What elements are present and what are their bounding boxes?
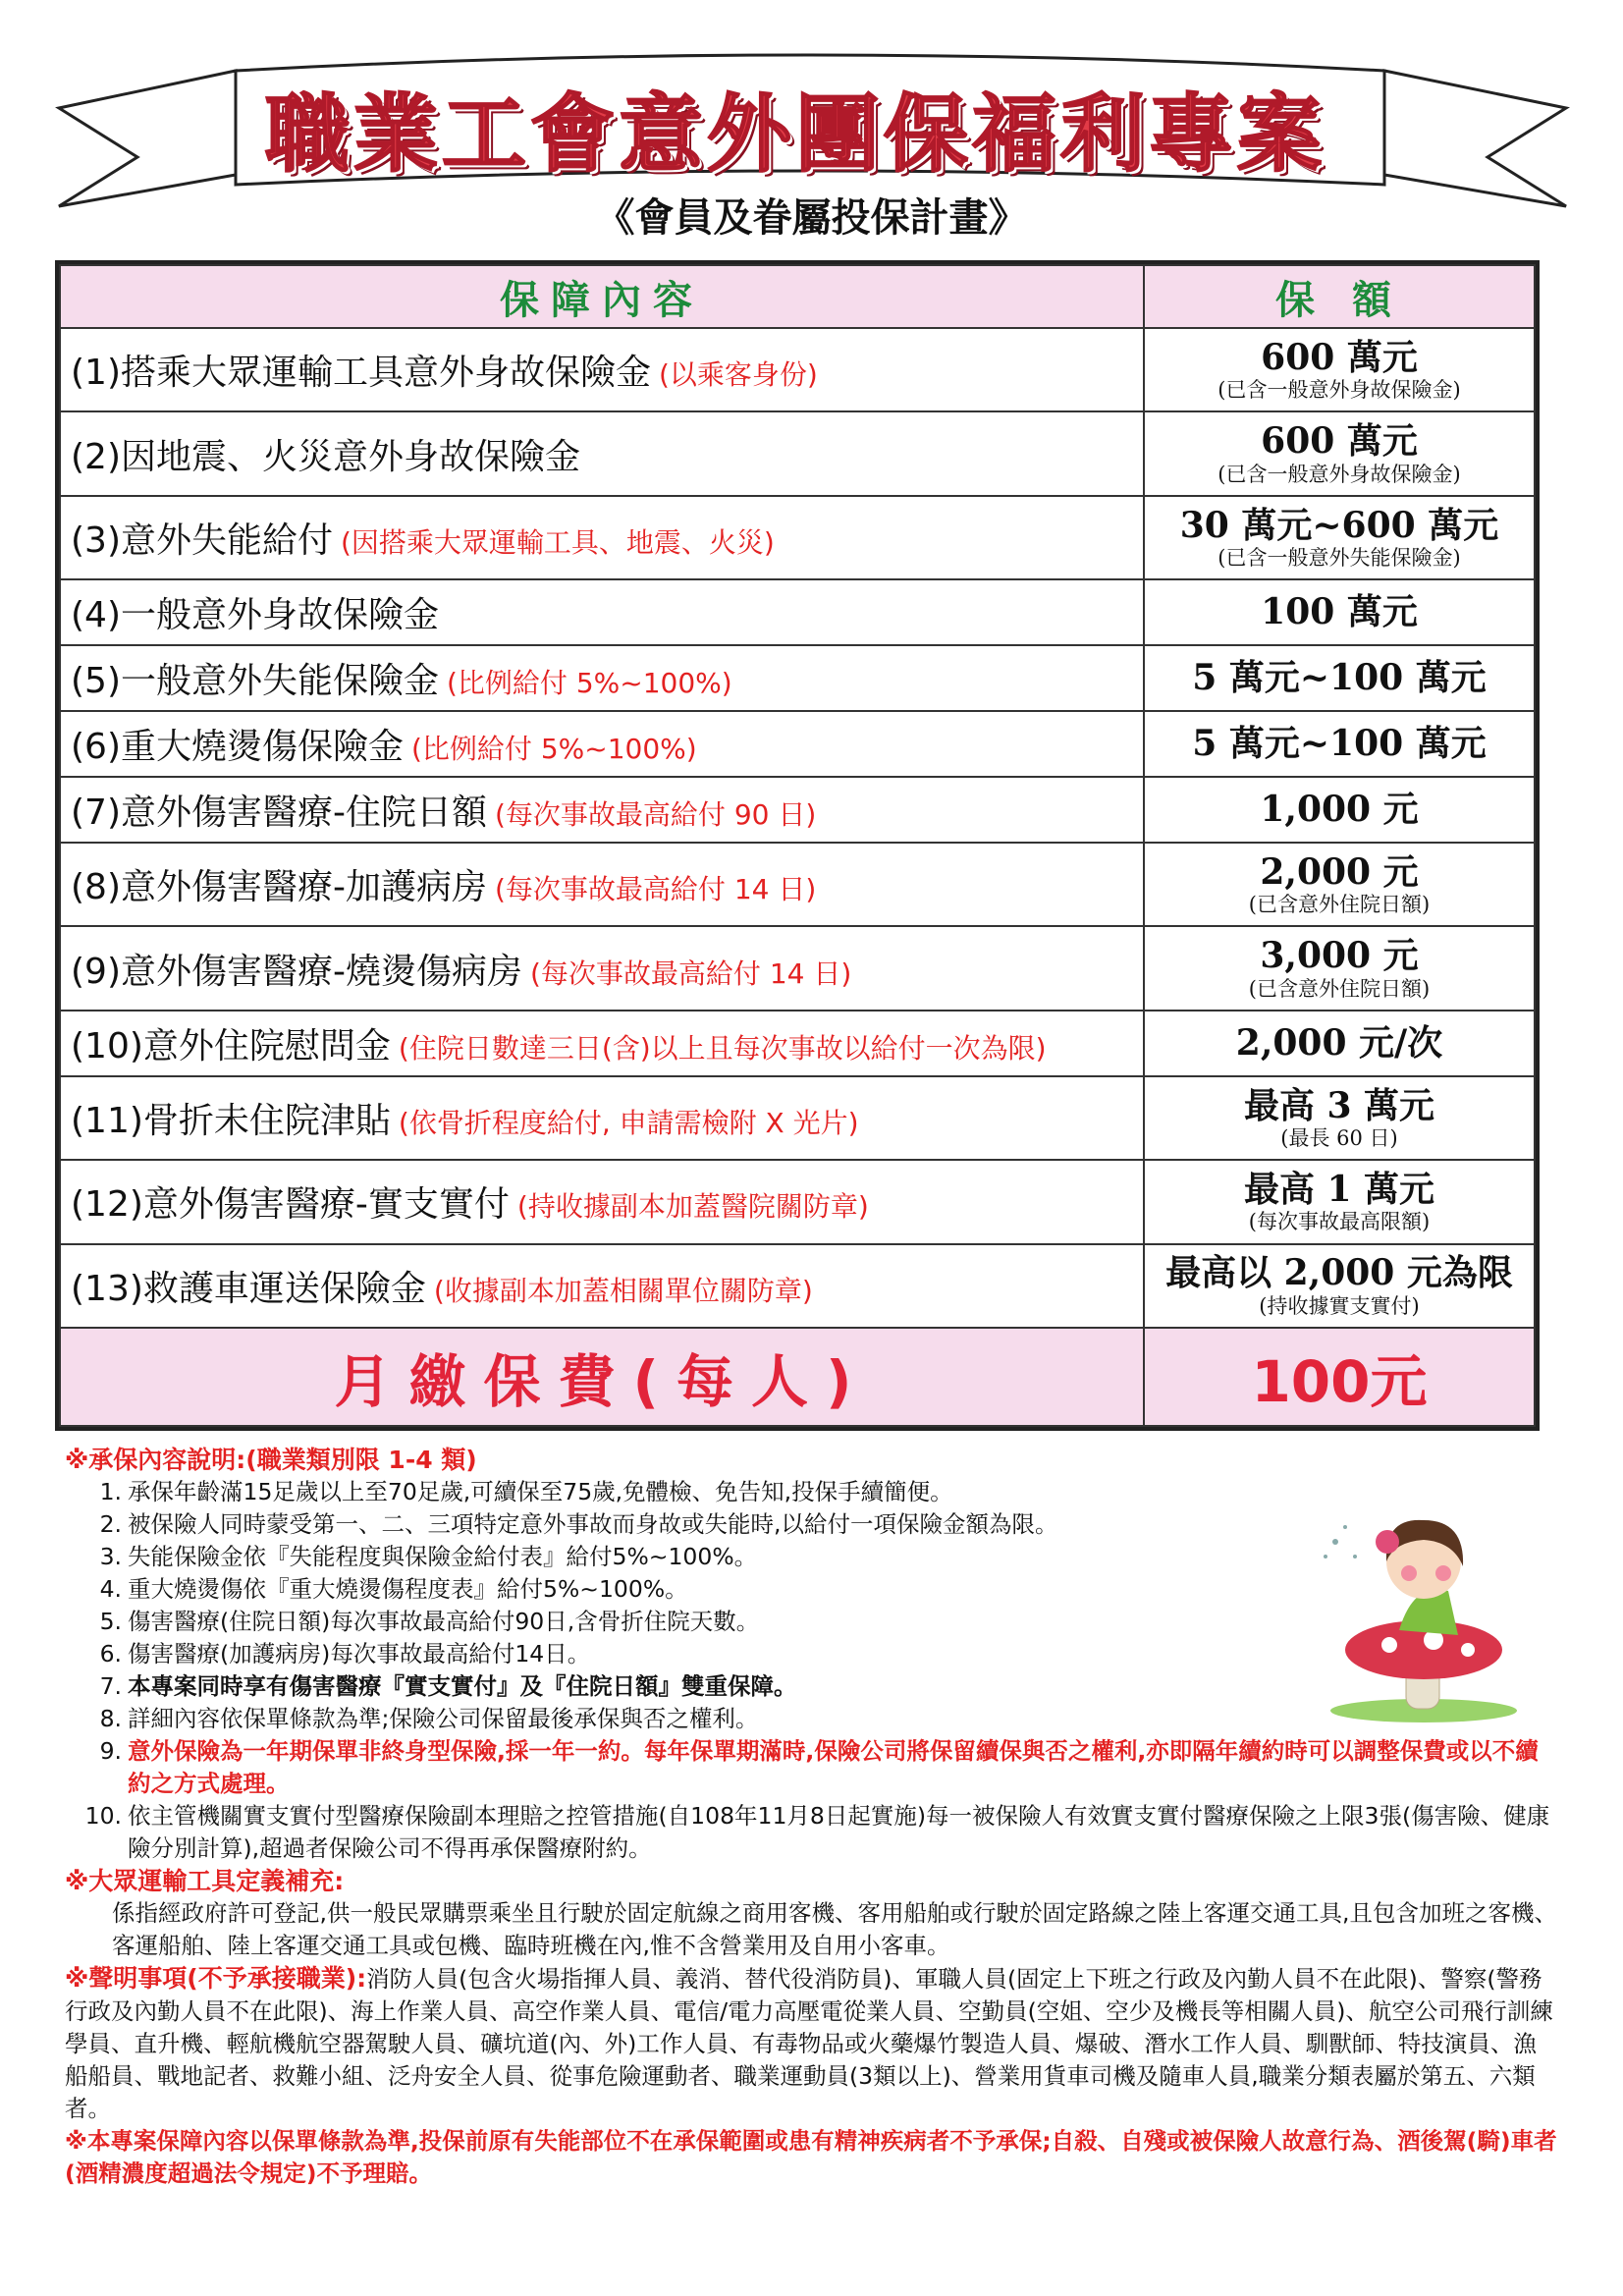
coverage-item-label: (4)一般意外身故保險金: [71, 595, 439, 636]
note-text: 詳細內容依保單條款為準;保險公司保留最後承保與否之權利。: [128, 1705, 759, 1732]
coverage-item-label: (2)因地震、火災意外身故保險金: [71, 436, 580, 477]
coverage-item: [60, 579, 1144, 645]
premium-label: 月繳保費(每人): [60, 1328, 1144, 1426]
table-row: [60, 926, 1535, 1010]
coverage-amount: [1144, 1160, 1535, 1243]
table-row: [60, 711, 1535, 777]
coverage-amount: [1144, 777, 1535, 843]
coverage-item: [60, 1244, 1144, 1328]
coverage-item: [60, 711, 1144, 777]
coverage-item-label: (8)意外傷害醫療-加護病房: [71, 867, 487, 908]
note-number: 5.: [99, 1608, 122, 1635]
coverage-amount: [1144, 496, 1535, 579]
coverage-amount-note: (已含一般意外失能保險金): [1217, 546, 1461, 571]
note-number: 2.: [99, 1510, 122, 1538]
coverage-item-label: (7)意外傷害醫療-住院日額: [71, 793, 487, 834]
coverage-item: [60, 926, 1144, 1010]
coverage-item-note: (每次事故最高給付 14 日): [495, 873, 817, 906]
coverage-item-label: (11)骨折未住院津貼: [71, 1100, 391, 1141]
coverage-amount: [1144, 579, 1535, 645]
note-number: 6.: [99, 1640, 122, 1667]
coverage-amount-value: 100 萬元: [1261, 590, 1418, 632]
note-number: 8.: [99, 1705, 122, 1732]
excluded-occupations-text: 消防人員(包含火場指揮人員、義消、替代役消防員)、軍職人員(固定上下班之行政及內勤人員不在此限)、警察(警務行政及內勤人員不在此限)、海上作業人員、高空作業人員、電信/電力高壓電從業人員、空勤員(空姐、空少及機長等相關人員)、航空公司飛行訓練學員、直升機、輕航機航空器駕駛人員、礦坑道(內、外)工作人員、有毒物品或火藥爆竹製造人員、爆破、潛水工作人員、馴獸師、特技演員、漁船船員、戰地記者、救難小組、泛舟安全人員、從事危險運動者、職業運動員(3類以上)、營業用貨車司機及隨車人員,職業分類表屬於第五、六類者。: [65, 1965, 1553, 2122]
table-row: [60, 1076, 1535, 1160]
coverage-amount-note: (已含一般意外身故保險金): [1217, 462, 1461, 486]
note-text: 重大燒燙傷依『重大燒燙傷程度表』給付5%~100%。: [128, 1575, 688, 1603]
coverage-item-label: (1)搭乘大眾運輸工具意外身故保險金: [71, 353, 651, 394]
coverage-amount-value: 3,000 元: [1260, 935, 1419, 977]
coverage-item-note: (以乘客身份): [659, 358, 818, 392]
disclaimer-text: ※本專案保障內容以保單條款為準,投保前原有失能部位不在承保範圍或患有精神疾病者不予承保;自殺、自殘或被保險人故意行為、酒後駕(騎)車者(酒精濃度超過法令規定)不予理賠。: [65, 2127, 1557, 2187]
note-number: 1.: [99, 1478, 122, 1505]
coverage-amount-value: 5 萬元~100 萬元: [1192, 656, 1487, 698]
coverage-item: [60, 328, 1144, 411]
note-number: 9.: [99, 1737, 122, 1765]
note-text: 依主管機關實支實付型醫療保險副本理賠之控管措施(自108年11月8日起實施)每一被保險人有效實支實付醫療保險之上限3張(傷害險、健康險分別計算),超過者保險公司不得再承保醫療附約。: [128, 1802, 1550, 1862]
coverage-item-label: (6)重大燒燙傷保險金: [71, 727, 404, 768]
coverage-item-label: (3)意外失能給付: [71, 519, 333, 561]
table-row: [60, 496, 1535, 579]
coverage-item-label: (13)救護車運送保險金: [71, 1268, 426, 1309]
note-item: [65, 1800, 1557, 1865]
note-number: 10.: [84, 1802, 122, 1830]
transport-definition-text: 係指經政府許可登記,供一般民眾購票乘坐且行駛於固定航線之商用客機、客用船舶或行駛於固定路線之陸上客運交通工具,且包含加班之客機、客運船舶、陸上客運交通工具或包機、臨時班機在內,惟不含營業用及自用小客車。: [112, 1899, 1557, 1959]
coverage-amount-note: (最長 60 日): [1280, 1126, 1398, 1151]
note-number: 3.: [99, 1543, 122, 1570]
excluded-occupations-title: ※聲明事項(不予承接職業):: [65, 1964, 367, 1993]
coverage-amount-value: 1,000 元: [1260, 788, 1419, 830]
coverage-amount-value: 最高 1 萬元: [1243, 1169, 1435, 1211]
table-row: [60, 1160, 1535, 1243]
note-text: 失能保險金依『失能程度與保險金給付表』給付5%~100%。: [128, 1543, 758, 1570]
coverage-item-note: (收據副本加蓋相關單位關防章): [433, 1274, 813, 1307]
coverage-amount: [1144, 1244, 1535, 1328]
coverage-amount-value: 600 萬元: [1261, 420, 1418, 463]
note-text: 意外保險為一年期保單非終身型保險,採一年一約。每年保單期滿時,保險公司將保留續保與否之權利,亦即隔年續約時可以調整保費或以不續約之方式處理。: [128, 1737, 1539, 1797]
coverage-item-note: (比例給付 5%~100%): [411, 733, 697, 766]
coverage-amount-value: 600 萬元: [1261, 336, 1418, 378]
coverage-amount: [1144, 411, 1535, 495]
coverage-amount: [1144, 645, 1535, 711]
coverage-amount-value: 2,000 元: [1260, 850, 1419, 893]
coverage-amount-note: (每次事故最高限額): [1248, 1210, 1431, 1234]
coverage-item-note: (每次事故最高給付 14 日): [530, 957, 852, 990]
note-number: 7.: [99, 1672, 122, 1700]
coverage-amount: [1144, 1011, 1535, 1076]
note-text: 本專案同時享有傷害醫療『實支實付』及『住院日額』雙重保障。: [128, 1672, 797, 1700]
coverage-amount-value: 5 萬元~100 萬元: [1192, 722, 1487, 764]
coverage-amount-note: (已含意外住院日額): [1248, 893, 1431, 917]
coverage-item: [60, 1076, 1144, 1160]
coverage-item-label: (10)意外住院慰問金: [71, 1025, 391, 1066]
note-text: 傷害醫療(住院日額)每次事故最高給付90日,含骨折住院天數。: [128, 1608, 760, 1635]
coverage-amount-value: 2,000 元/次: [1235, 1021, 1443, 1064]
transport-definition-title: ※大眾運輸工具定義補充:: [65, 1867, 345, 1895]
coverage-amount-note: (持收據實支實付): [1259, 1293, 1420, 1318]
note-text: 承保年齡滿15足歲以上至70足歲,可續保至75歲,免體檢、免告知,投保手續簡便。: [128, 1478, 953, 1505]
table-row: [60, 411, 1535, 495]
coverage-item-note: (比例給付 5%~100%): [447, 667, 732, 700]
table-row: [60, 843, 1535, 926]
coverage-amount: [1144, 1076, 1535, 1160]
note-text: 被保險人同時蒙受第一、二、三項特定意外事故而身故或失能時,以給付一項保險金額為限。: [128, 1510, 1058, 1538]
coverage-item: [60, 777, 1144, 843]
premium-amount: 100元: [1144, 1328, 1535, 1426]
coverage-item: [60, 843, 1144, 926]
coverage-amount: [1144, 926, 1535, 1010]
coverage-amount: [1144, 843, 1535, 926]
note-item: [65, 1735, 1557, 1800]
coverage-item-label: (9)意外傷害醫療-燒燙傷病房: [71, 951, 522, 992]
note-text: 傷害醫療(加護病房)每次事故最高給付14日。: [128, 1640, 591, 1667]
table-row: [60, 1011, 1535, 1076]
table-header-row: [60, 265, 1535, 328]
table-row: [60, 1244, 1535, 1328]
notes-title: ※承保內容說明:(職業類別限 1-4 類): [65, 1446, 477, 1474]
table-row: [60, 777, 1535, 843]
coverage-table: [55, 260, 1540, 1431]
coverage-item-note: (住院日數達三日(含)以上且每次事故以給付一次為限): [398, 1031, 1047, 1065]
premium-row: [60, 1328, 1535, 1426]
table-row: [60, 645, 1535, 711]
coverage-item-note: (持收據副本加蓋醫院關防章): [516, 1190, 869, 1224]
title-banner: [0, 0, 1623, 241]
girl-on-mushroom-illustration: [1276, 1503, 1542, 1728]
table-row: [60, 579, 1535, 645]
coverage-amount-note: (已含一般意外身故保險金): [1217, 378, 1461, 403]
header-coverage: 保障內容: [60, 265, 1144, 328]
coverage-item: [60, 496, 1144, 579]
header-amount: 保 額: [1144, 265, 1535, 328]
table-row: [60, 328, 1535, 411]
page-title: 職業工會意外團保福利專案: [265, 85, 1325, 184]
coverage-item: [60, 645, 1144, 711]
coverage-amount-note: (已含意外住院日額): [1248, 976, 1431, 1001]
coverage-item-note: (因搭乘大眾運輸工具、地震、火災): [341, 525, 775, 559]
coverage-item: [60, 411, 1144, 495]
coverage-item-label: (12)意外傷害醫療-實支實付: [71, 1184, 510, 1226]
coverage-amount-value: 最高 3 萬元: [1243, 1084, 1435, 1126]
coverage-amount-value: 最高以 2,000 元為限: [1165, 1252, 1513, 1294]
coverage-item-note: (每次事故最高給付 90 日): [495, 798, 817, 832]
coverage-amount: [1144, 328, 1535, 411]
coverage-amount-value: 30 萬元~600 萬元: [1179, 504, 1499, 546]
coverage-item-note: (依骨折程度給付, 申請需檢附 X 光片): [398, 1106, 859, 1139]
coverage-item: [60, 1160, 1144, 1243]
note-number: 4.: [99, 1575, 122, 1603]
coverage-item-label: (5)一般意外失能保險金: [71, 661, 439, 702]
excluded-occupations: [65, 1962, 1557, 2125]
coverage-item: [60, 1011, 1144, 1076]
page-subtitle: 《會員及眷屬投保計畫》: [595, 194, 1028, 241]
coverage-amount: [1144, 711, 1535, 777]
